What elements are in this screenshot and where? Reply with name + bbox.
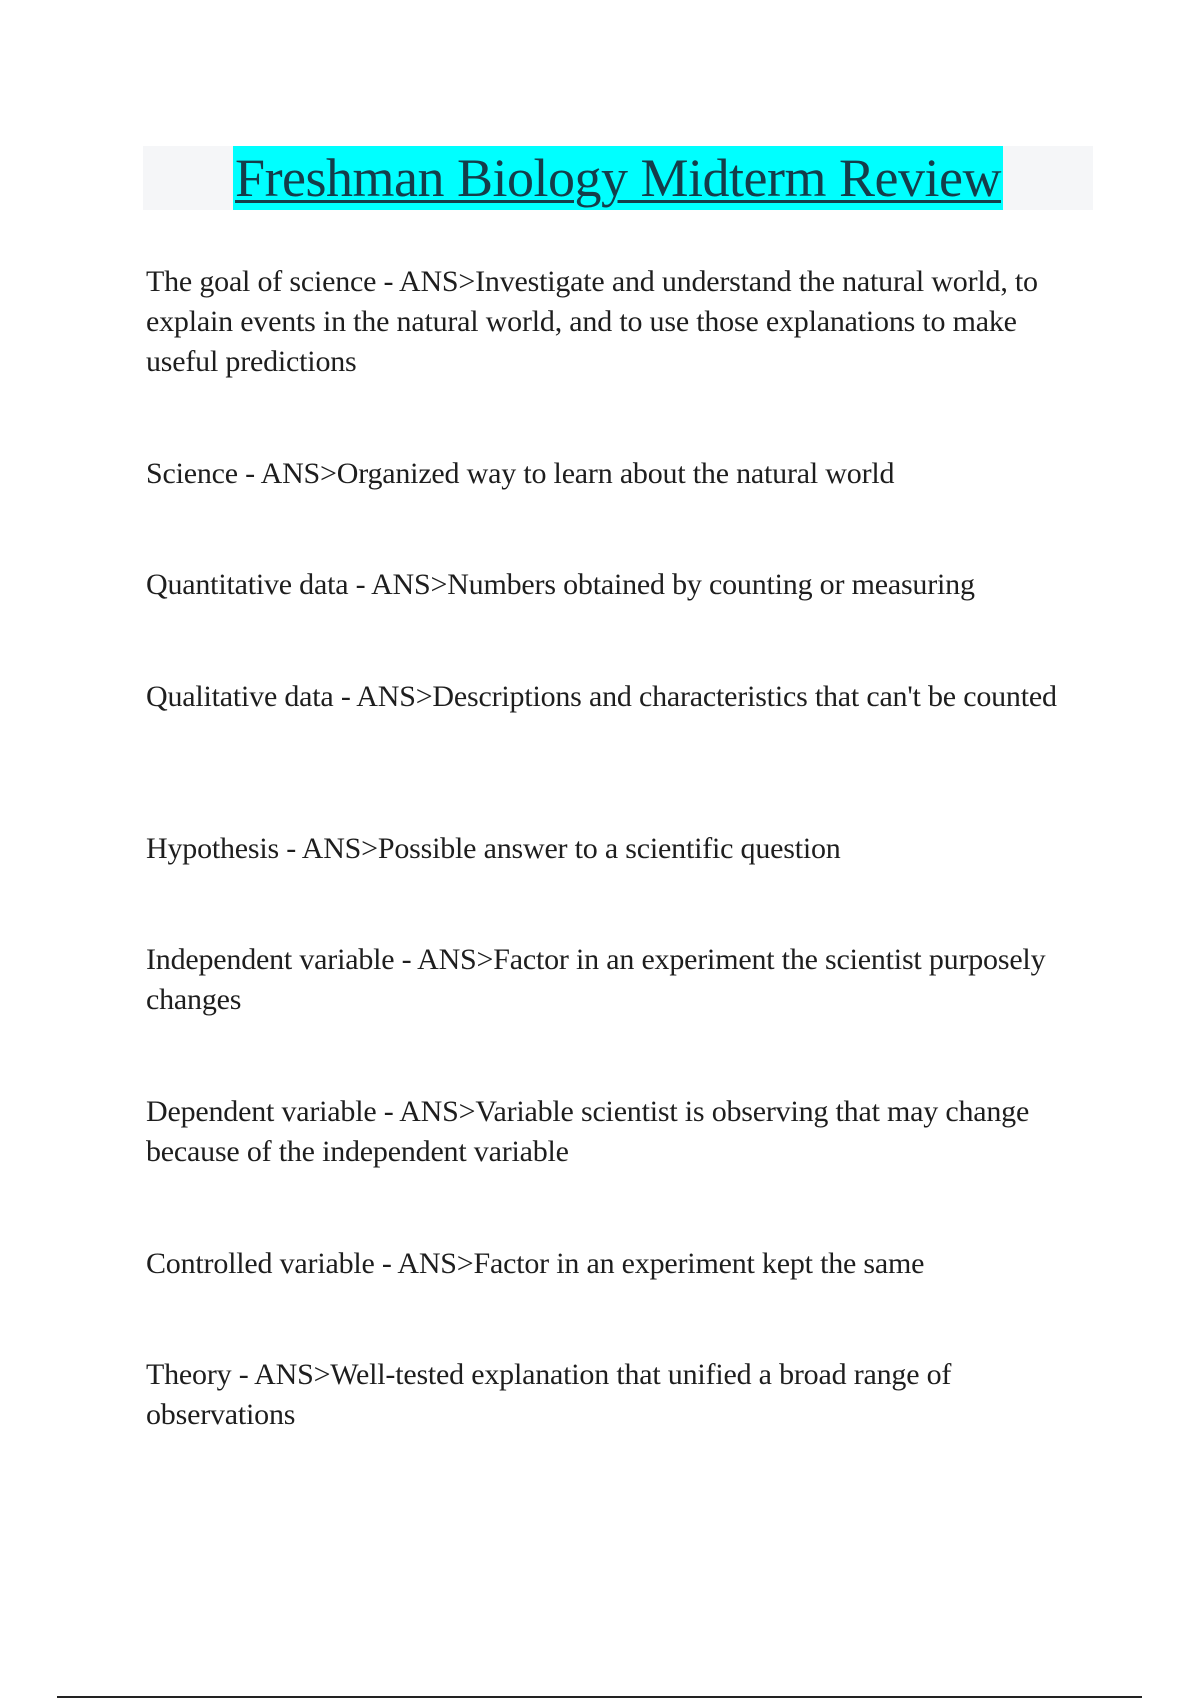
- qa-entry-theory: Theory - ANS>Well-tested explanation that unified a broad range of observations: [146, 1358, 952, 1431]
- qa-entry-dependent-variable: Dependent variable - ANS>Variable scientist is observing that may change because of the independent variable: [146, 1095, 1030, 1168]
- footer-divider: [57, 1696, 1142, 1698]
- qa-entry-goal-of-science: The goal of science - ANS>Investigate and understand the natural world, to explain events in the natural world, and to use those explanations to make useful predictions: [146, 265, 1038, 378]
- qa-entry-hypothesis: Hypothesis - ANS>Possible answer to a scientific question: [146, 832, 841, 865]
- qa-entry-controlled-variable: Controlled variable - ANS>Factor in an experiment kept the same: [146, 1247, 925, 1280]
- qa-entry-quantitative-data: Quantitative data - ANS>Numbers obtained by counting or measuring: [146, 568, 975, 601]
- title-banner: [143, 146, 1093, 210]
- qa-entry-independent-variable: Independent variable - ANS>Factor in an experiment the scientist purposely changes: [146, 943, 1046, 1016]
- qa-entry-science: Science - ANS>Organized way to learn about the natural world: [146, 457, 895, 490]
- qa-entry-qualitative-data: Qualitative data - ANS>Descriptions and characteristics that can't be counted: [146, 680, 1057, 713]
- page-title: Freshman Biology Midterm Review: [235, 148, 1001, 208]
